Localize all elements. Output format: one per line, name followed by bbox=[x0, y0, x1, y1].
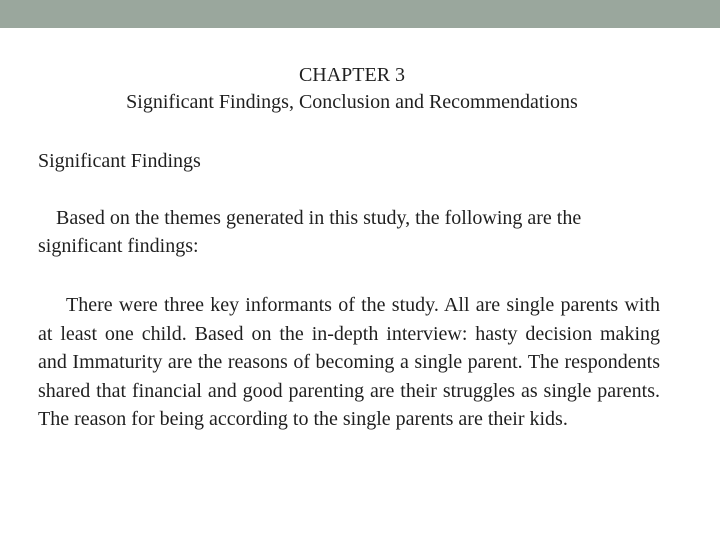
section-heading: Significant Findings bbox=[38, 150, 201, 172]
intro-paragraph: Based on the themes generated in this study, the following are the significant findings: bbox=[38, 207, 582, 257]
chapter-title: Significant Findings, Conclusion and Recommendations bbox=[126, 91, 578, 113]
top-accent-bar bbox=[0, 0, 720, 28]
chapter-label: CHAPTER 3 bbox=[298, 64, 406, 86]
findings-paragraph: There were three key informants of the study. All are single parents with at least one child. Based on the in-depth interview: hasty decision making and Immaturity are the reasons of becoming a single parent. The respondents shared that financial and good parenting are their struggles as single parents. The reason for being according to the single parents are their kids. bbox=[38, 294, 660, 430]
